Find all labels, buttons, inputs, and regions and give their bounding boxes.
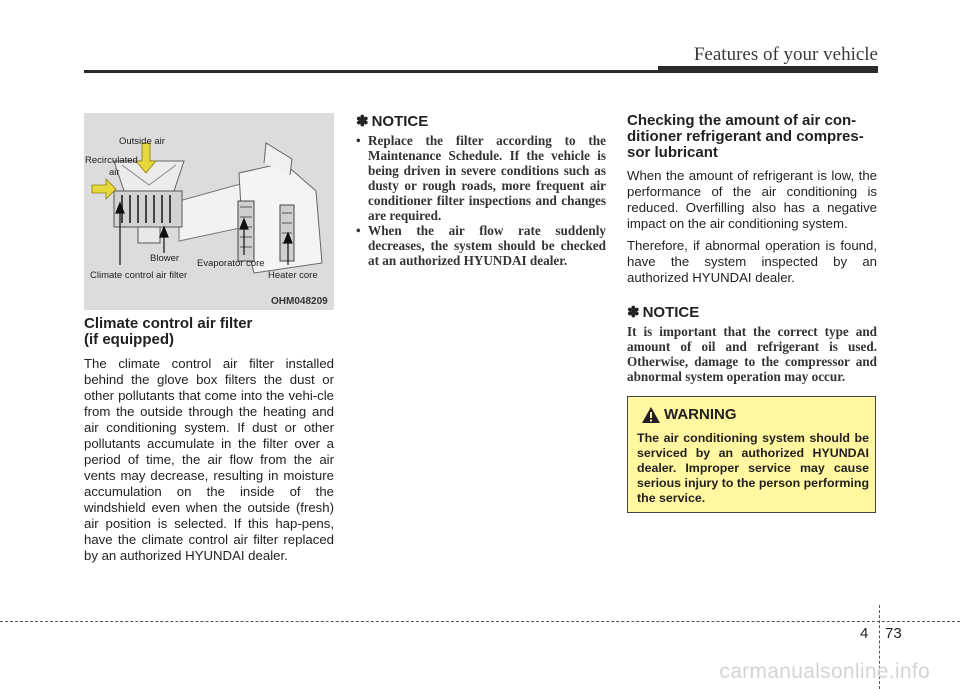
warning-box [627, 396, 876, 513]
section-heading-refrigerant [627, 113, 877, 161]
chapter-number: 4 [860, 625, 869, 642]
right-column [627, 113, 877, 384]
middle-column [356, 113, 606, 268]
page-number: 73 [885, 625, 902, 642]
watermark: carmanualsonline.info [719, 660, 930, 683]
header-rule-accent [658, 66, 878, 73]
notice-heading [627, 304, 877, 322]
heading-line-1: Climate control air filter [84, 315, 253, 332]
notice-list [356, 133, 606, 268]
refrigerant-paragraph-1: When the amount of refrigerant is low, the performance of the air conditioning is reduced. Overfilling also has a negative impact on the air conditioning system. [627, 168, 877, 231]
footer-rule [0, 621, 960, 622]
heading-line-1: Checking the amount of air con- [627, 112, 857, 129]
list-item [356, 133, 606, 223]
left-column [84, 316, 334, 564]
warning-text: The air conditioning system should be serviced by an authorized HYUNDAI dealer. Improper service may cause serious injury to the person performing the service. [637, 431, 870, 505]
bullet-icon: • [356, 223, 361, 238]
warning-triangle-icon [641, 406, 661, 424]
notice-label: NOTICE [642, 304, 700, 321]
notice-mark-icon: ✽ [356, 113, 369, 130]
figure-code: OHM048209 [271, 296, 328, 307]
label-blower: Blower [150, 253, 180, 264]
notice-heading [356, 113, 606, 131]
heading-line-3: sor lubricant [627, 144, 718, 161]
label-outside-air: Outside air [119, 136, 165, 147]
notice-item-text: When the air flow rate suddenly decreases, the system should be checked at an authorized HYUNDAI dealer. [368, 223, 606, 268]
list-item [356, 223, 606, 268]
air-filter-paragraph: The climate control air filter installed behind the glove box filters the dust or other pollutants that come into the vehi-cle from the outside through the heating and air conditioning system. If dust or other pollutants accumulate in the filter over a period of time, the air flow from the air vents may decrease, resulting in moisture accumulation on the inside of the windshield even when the outside (fresh) air position is selected. If this hap-pens, have the climate control air filter replaced by an authorized HYUNDAI dealer. [84, 356, 334, 563]
hvac-diagram-figure [84, 113, 334, 310]
refrigerant-paragraph-2: Therefore, if abnormal operation is found, have the system inspected by an authorized HYUNDAI dealer. [627, 238, 877, 285]
label-climate-control-air-filter: Climate control air filter [90, 270, 188, 281]
heading-line-2: ditioner refrigerant and compres- [627, 128, 864, 145]
notice-text: It is important that the correct type and amount of oil and refrigerant is used. Otherwise, damage to the compressor and abnormal system operation may occur. [627, 324, 877, 384]
bullet-icon: • [356, 133, 361, 148]
label-evaporator-core: Evaporator core [197, 258, 265, 269]
warning-title: WARNING [664, 406, 737, 423]
label-heater-core: Heater core [268, 270, 318, 281]
label-recirculated-air-line1: Recirculated [85, 155, 138, 166]
heading-line-2: (if equipped) [84, 331, 174, 348]
section-heading-air-filter [84, 316, 334, 348]
label-recirculated-air-line2: air [109, 167, 120, 178]
page-header-title: Features of your vehicle [693, 44, 878, 65]
notice-item-text: Replace the filter according to the Maintenance Schedule. If the vehicle is being driven in severe conditions such as dusty or rough roads, more frequent air conditioner filter inspections and changes are required. [368, 133, 606, 223]
notice-label: NOTICE [371, 113, 429, 130]
notice-mark-icon: ✽ [627, 304, 640, 321]
